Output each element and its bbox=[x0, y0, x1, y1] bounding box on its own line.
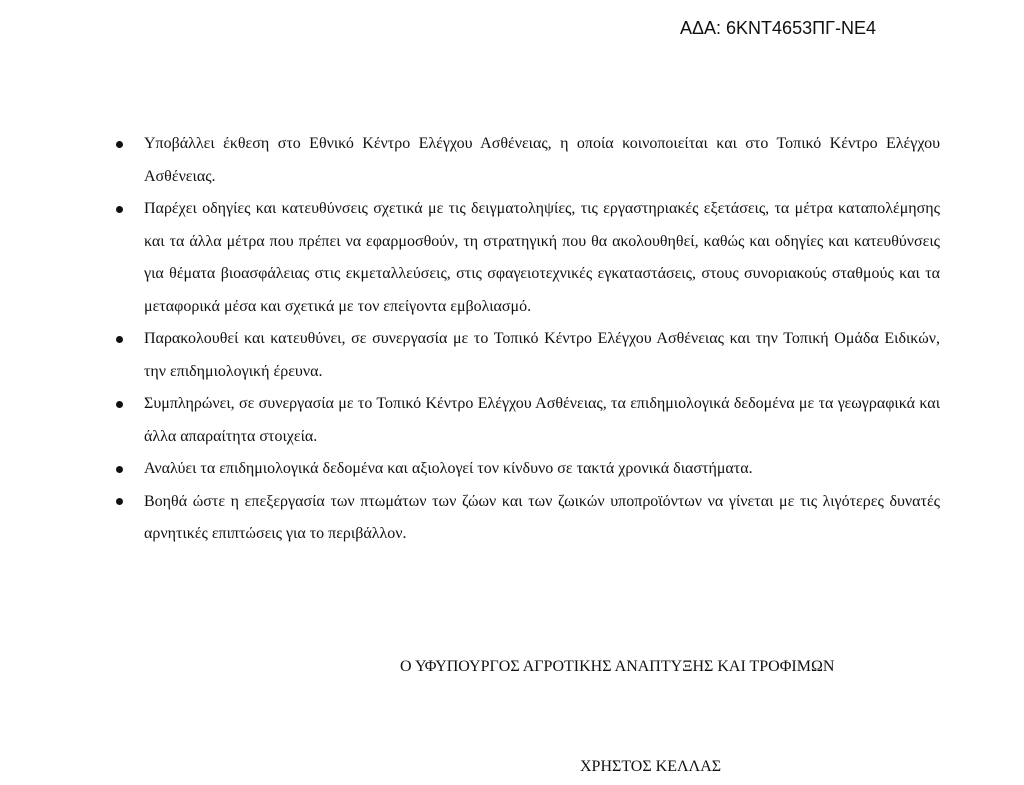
list-item bbox=[114, 128, 940, 193]
bullet-icon bbox=[116, 141, 123, 148]
list-item bbox=[114, 193, 940, 323]
list-item-text: Βοηθά ώστε η επεξεργασία των πτωμάτων των ζώων και των ζωικών υποπροϊόντων να γίνεται με τις λιγότερες δυνατές αρνητικές επιπτώσεις για το περιβάλλον. bbox=[144, 492, 940, 542]
list-item-text: Παρέχει οδηγίες και κατευθύνσεις σχετικά με τις δειγματοληψίες, τις εργαστηριακές εξετάσεις, τα μέτρα καταπολέμησης και τα άλλα μέτρα που πρέπει να εφαρμοσθούν, τη στρατηγική που θα ακολουθηθεί, καθώς και οδηγίες και κατευθύνσεις για θέματα βιοασφάλειας στις εκμεταλλεύσεις, στις σφαγειοτεχνικές εγκαταστάσεις, στους συνοριακούς σταθμούς και τα μεταφορικά μέσα και σχετικά με τον επείγοντα εμβολιασμό. bbox=[144, 200, 940, 315]
signature-title: Ο ΥΦΥΠΟΥΡΓΟΣ ΑΓΡΟΤΙΚΗΣ ΑΝΑΠΤΥΞΗΣ ΚΑΙ ΤΡΟΦΙΜΩΝ bbox=[400, 658, 835, 675]
list-item-text: Παρακολουθεί και κατευθύνει, σε συνεργασία με το Τοπικό Κέντρο Ελέγχου Ασθένειας και την Τοπική Ομάδα Ειδικών, την επιδημιολογική έρευνα. bbox=[144, 330, 940, 380]
bullet-icon bbox=[116, 401, 123, 408]
list-item-text: Υποβάλλει έκθεση στο Εθνικό Κέντρο Ελέγχου Ασθένειας, η οποία κοινοποιείται και στο Τοπικό Κέντρο Ελέγχου Ασθένειας. bbox=[144, 135, 940, 185]
bullet-list bbox=[114, 128, 940, 551]
bullet-icon bbox=[116, 336, 123, 343]
list-item bbox=[114, 486, 940, 551]
list-item bbox=[114, 453, 940, 486]
bullet-icon bbox=[116, 498, 123, 505]
bullet-icon bbox=[116, 206, 123, 213]
ada-code: ΑΔΑ: 6ΚΝΤ4653ΠΓ-ΝΕ4 bbox=[680, 18, 877, 38]
list-item bbox=[114, 323, 940, 388]
list-item-text: Συμπληρώνει, σε συνεργασία με το Τοπικό Κέντρο Ελέγχου Ασθένειας, τα επιδημιολογικά δεδομένα με τα γεωγραφικά και άλλα απαραίτητα στοιχεία. bbox=[144, 395, 940, 445]
list-item bbox=[114, 388, 940, 453]
signature-name: ΧΡΗΣΤΟΣ ΚΕΛΛΑΣ bbox=[580, 758, 722, 775]
bullet-icon bbox=[116, 466, 123, 473]
list-item-text: Αναλύει τα επιδημιολογικά δεδομένα και αξιολογεί τον κίνδυνο σε τακτά χρονικά διαστήματα. bbox=[144, 460, 753, 477]
